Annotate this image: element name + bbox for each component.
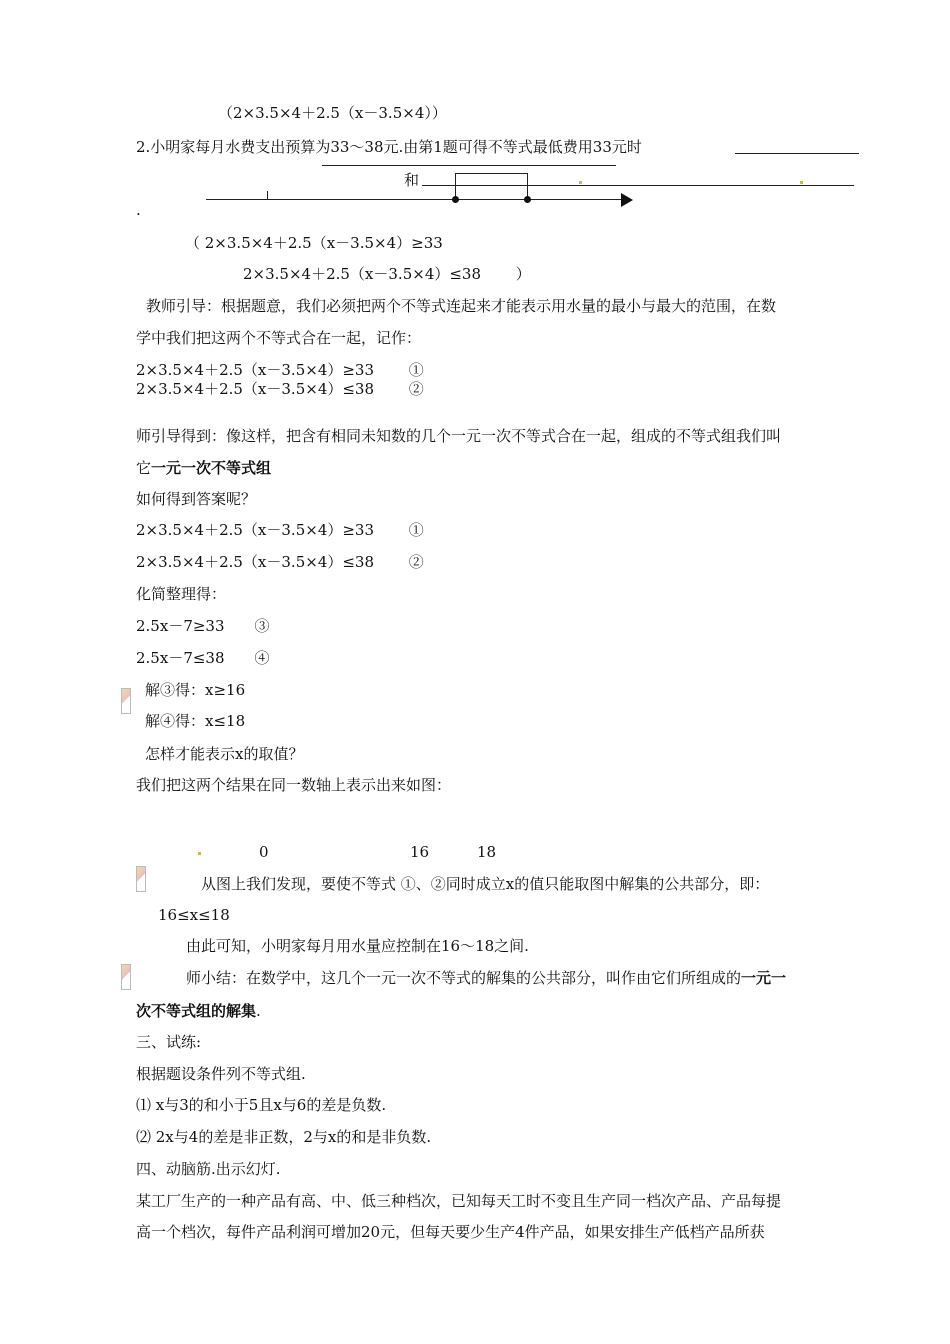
text-line: ⑴ x与3的和小于5且x与6的差是负数.	[136, 1096, 387, 1114]
image-marker-icon	[136, 866, 146, 892]
text-line: .	[136, 201, 141, 219]
text-line: 2.小明家每月水费支出预算为33～38元.由第1题可得不等式最低费用33元时	[136, 138, 642, 156]
section-heading: 四、动脑筋.出示幻灯.	[136, 1160, 281, 1178]
text-line: 学中我们把这两个不等式合在一起，记作：	[136, 329, 422, 347]
text-line: （ 2×3.5×4＋2.5（x－3.5×4）≥33	[185, 234, 443, 252]
image-marker-icon	[121, 688, 131, 714]
text-line: （2×3.5×4＋2.5（x－3.5×4））	[218, 104, 447, 122]
text-line: 解④得：x≤18	[145, 712, 246, 730]
text-line: 如何得到答案呢？	[136, 490, 257, 508]
point-marker	[524, 196, 531, 203]
text-line: 2×3.5×4＋2.5（x－3.5×4）≥33 ①	[136, 361, 424, 379]
axis-label-18: 18	[477, 843, 497, 861]
text-line: 解③得：x≥16	[145, 681, 246, 699]
section-heading: 三、试练:	[136, 1033, 202, 1051]
image-marker-icon	[121, 964, 131, 990]
axis-label-16: 16	[410, 843, 430, 861]
point-marker	[452, 196, 459, 203]
text-line: 和	[404, 171, 420, 189]
text-line: 它一元一次不等式组	[136, 459, 272, 477]
text-line: 2×3.5×4＋2.5（x－3.5×4）≤38 ）	[243, 265, 531, 283]
answer-blank	[422, 185, 854, 186]
text-line: 师引导得到：像这样，把含有相同未知数的几个一元一次不等式合在一起，组成的不等式组我们叫	[136, 427, 782, 445]
text-line: 2×3.5×4＋2.5（x－3.5×4）≥33 ①	[136, 521, 424, 539]
text-line: 我们把这两个结果在同一数轴上表示出来如图：	[136, 776, 452, 794]
text-line: 2.5x－7≥33 ③	[136, 617, 270, 635]
text-line: ⑵ 2x与4的差是非正数，2与x的和是非负数.	[136, 1128, 432, 1146]
text-line: 根据题设条件列不等式组.	[136, 1065, 306, 1083]
text-line: 师小结：在数学中，这几个一元一次不等式的解集的公共部分，叫作由它们所组成的一元一	[186, 969, 787, 987]
text-line: 由此可知，小明家每月用水量应控制在16～18之间.	[186, 937, 529, 955]
text-line: 怎样才能表示x的取值？	[145, 745, 304, 763]
text-line: 某工厂生产的一种产品有高、中、低三种档次，已知每天工时不变且生产同一档次产品、产品每提	[136, 1192, 782, 1210]
text-line: 次不等式组的解集.	[136, 1002, 261, 1020]
text-line: 化简整理得：	[136, 585, 227, 603]
speck	[579, 181, 582, 184]
tick-mark	[267, 191, 268, 199]
speck	[800, 181, 803, 184]
bracket-top	[455, 173, 528, 174]
arrow-icon	[621, 193, 633, 207]
text-line: 高一个档次，每件产品利润可增加20元，但每天要少生产4件产品，如果安排生产低档产品所获	[136, 1223, 765, 1241]
answer-blank	[735, 153, 859, 154]
speck	[198, 852, 201, 855]
text-line: 16≤x≤18	[158, 906, 230, 924]
number-line	[206, 199, 622, 200]
text-line: 2.5x－7≤38 ④	[136, 649, 270, 667]
text-line: 2×3.5×4＋2.5（x－3.5×4）≤38 ②	[136, 380, 424, 398]
text-line: 从图上我们发现，要使不等式 ①、②同时成立x的值只能取图中解集的公共部分，即：	[201, 875, 770, 893]
axis-label-0: 0	[259, 843, 269, 861]
text-line: 2×3.5×4＋2.5（x－3.5×4）≤38 ②	[136, 553, 424, 571]
text-line: 教师引导：根据题意，我们必须把两个不等式连起来才能表示用水量的最小与最大的范围，在数	[146, 297, 777, 315]
bracket-line	[322, 165, 616, 166]
